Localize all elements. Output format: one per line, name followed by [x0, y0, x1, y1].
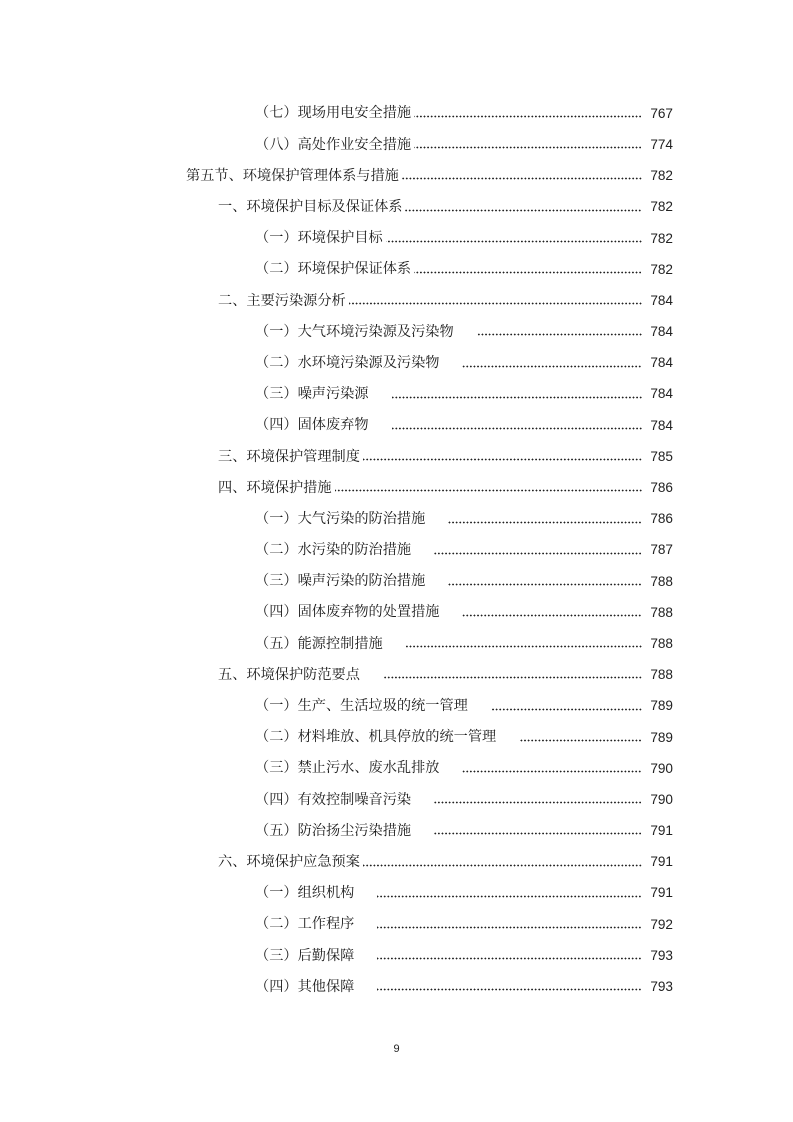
toc-entry-page: 782: [650, 199, 673, 215]
dot-leader: [448, 577, 642, 591]
toc-entry[interactable]: [0, 129, 793, 160]
toc-entry[interactable]: [0, 379, 793, 410]
toc-entry-page: 782: [650, 230, 673, 246]
toc-entry-page: 784: [650, 386, 673, 402]
toc-entry-page: 786: [650, 480, 673, 496]
dot-leader: [414, 110, 642, 124]
toc-entry-page: 785: [650, 448, 673, 464]
toc-entry-page: 791: [650, 854, 673, 870]
dot-leader: [462, 765, 642, 779]
toc-entry-title: （二）工作程序: [255, 916, 355, 933]
toc-entry[interactable]: [0, 909, 793, 940]
toc-entry-page: 791: [650, 823, 673, 839]
toc-entry[interactable]: [0, 254, 793, 285]
toc-entry-page: 790: [650, 760, 673, 776]
toc-entry[interactable]: [0, 223, 793, 254]
dot-leader: [383, 671, 642, 685]
toc-entry-page: 782: [650, 261, 673, 277]
toc-entry-title: 第五节、环境保护管理体系与措施: [186, 167, 399, 184]
toc-entry-title: （三）噪声污染源: [255, 386, 369, 403]
toc-entry[interactable]: [0, 316, 793, 347]
toc-entry-page: 790: [650, 791, 673, 807]
toc-entry-title: （一）大气环境污染源及污染物: [255, 323, 454, 340]
toc-entry-title: （一）大气污染的防治措施: [255, 510, 426, 527]
toc-entry-title: （七）现场用电安全措施: [255, 105, 412, 122]
toc-entry-title: （五）防治扬尘污染措施: [255, 822, 412, 839]
toc-entry-title: （四）固体废弃物的处置措施: [255, 604, 440, 621]
dot-leader: [406, 640, 642, 654]
toc-entry[interactable]: [0, 691, 793, 722]
toc-entry-page: 787: [650, 542, 673, 558]
toc-entry-page: 784: [650, 292, 673, 308]
toc-entry-title: （四）有效控制噪音污染: [255, 791, 412, 808]
dot-leader: [363, 858, 642, 872]
toc-entry[interactable]: [0, 628, 793, 659]
toc-entry[interactable]: [0, 784, 793, 815]
toc-entry-title: （四）固体废弃物: [255, 417, 369, 434]
toc-entry-page: 788: [650, 635, 673, 651]
dot-leader: [402, 172, 642, 186]
toc-entry[interactable]: [0, 722, 793, 753]
toc-entry-page: 793: [650, 979, 673, 995]
toc-entry-title: 三、环境保护管理制度: [218, 448, 360, 465]
toc-entry[interactable]: [0, 753, 793, 784]
toc-entry-title: （四）其他保障: [255, 978, 355, 995]
toc-entry-page: 788: [650, 667, 673, 683]
page-number: 9: [393, 1043, 400, 1055]
toc-entry[interactable]: [0, 348, 793, 379]
toc-entry-page: 792: [650, 916, 673, 932]
toc-entry[interactable]: [0, 472, 793, 503]
dot-leader: [392, 421, 642, 435]
dot-leader: [434, 827, 642, 841]
toc-entry-title: （一）组织机构: [255, 885, 355, 902]
toc-entry-page: 786: [650, 511, 673, 527]
toc-entry[interactable]: [0, 847, 793, 878]
dot-leader: [392, 390, 642, 404]
toc-entry[interactable]: [0, 192, 793, 223]
toc-entry[interactable]: [0, 441, 793, 472]
dot-leader: [377, 889, 642, 903]
dot-leader: [405, 203, 642, 217]
toc-entry-title: （二）材料堆放、机具停放的统一管理: [255, 729, 497, 746]
dot-leader: [377, 983, 642, 997]
toc-entry-title: （三）禁止污水、废水乱排放: [255, 760, 440, 777]
dot-leader: [414, 141, 642, 155]
toc-entry-page: 788: [650, 573, 673, 589]
toc-entry-page: 782: [650, 168, 673, 184]
toc-entry-title: （二）环境保护保证体系: [255, 261, 412, 278]
toc-entry-page: 789: [650, 698, 673, 714]
toc-entry-title: （三）噪声污染的防治措施: [255, 573, 426, 590]
toc-entry-page: 767: [650, 105, 673, 121]
dot-leader: [477, 328, 642, 342]
dot-leader: [462, 359, 642, 373]
toc-entry[interactable]: [0, 98, 793, 129]
toc-entry[interactable]: [0, 410, 793, 441]
toc-entry[interactable]: [0, 815, 793, 846]
toc-entry-title: （三）后勤保障: [255, 947, 355, 964]
toc-entry[interactable]: [0, 566, 793, 597]
dot-leader: [491, 702, 642, 716]
toc-entry[interactable]: [0, 503, 793, 534]
dot-leader: [414, 266, 642, 280]
dot-leader: [377, 952, 642, 966]
toc-entry[interactable]: [0, 160, 793, 191]
dot-leader: [448, 515, 642, 529]
toc-entry-title: 六、环境保护应急预案: [218, 853, 360, 870]
toc-entry-page: 784: [650, 355, 673, 371]
toc-entry-page: 784: [650, 417, 673, 433]
toc-entry[interactable]: [0, 535, 793, 566]
toc-entry-page: 784: [650, 324, 673, 340]
dot-leader: [335, 484, 642, 498]
toc-entry-page: 793: [650, 947, 673, 963]
toc-entry-title: 一、环境保护目标及保证体系: [218, 199, 403, 216]
toc-entry-title: 五、环境保护防范要点: [218, 666, 360, 683]
toc-entry-title: （二）水污染的防治措施: [255, 542, 412, 559]
dot-leader: [462, 609, 642, 623]
dot-leader: [349, 297, 642, 311]
toc-entry-title: 二、主要污染源分析: [218, 292, 346, 309]
toc-entry-title: （八）高处作业安全措施: [255, 136, 412, 153]
toc-entry[interactable]: [0, 971, 793, 1002]
dot-leader: [377, 920, 642, 934]
toc-entry[interactable]: [0, 878, 793, 909]
dot-leader: [434, 546, 642, 560]
toc-entry[interactable]: [0, 597, 793, 628]
toc-entry-page: 791: [650, 885, 673, 901]
toc-entry-title: （二）水环境污染源及污染物: [255, 354, 440, 371]
toc-entry-title: 四、环境保护措施: [218, 479, 332, 496]
dot-leader: [519, 733, 642, 747]
dot-leader: [363, 453, 642, 467]
toc-entry[interactable]: [0, 659, 793, 690]
toc-entry-title: （一）生产、生活垃圾的统一管理: [255, 698, 468, 715]
dot-leader: [434, 796, 642, 810]
dot-leader: [386, 234, 642, 248]
toc-entry-page: 774: [650, 136, 673, 152]
toc-entry-title: （五）能源控制措施: [255, 635, 383, 652]
toc-entry[interactable]: [0, 940, 793, 971]
toc-entry-title: （一）环境保护目标: [255, 230, 383, 247]
toc-entry-page: 788: [650, 604, 673, 620]
table-of-contents: [0, 98, 793, 1002]
toc-entry-page: 789: [650, 729, 673, 745]
toc-entry[interactable]: [0, 285, 793, 316]
